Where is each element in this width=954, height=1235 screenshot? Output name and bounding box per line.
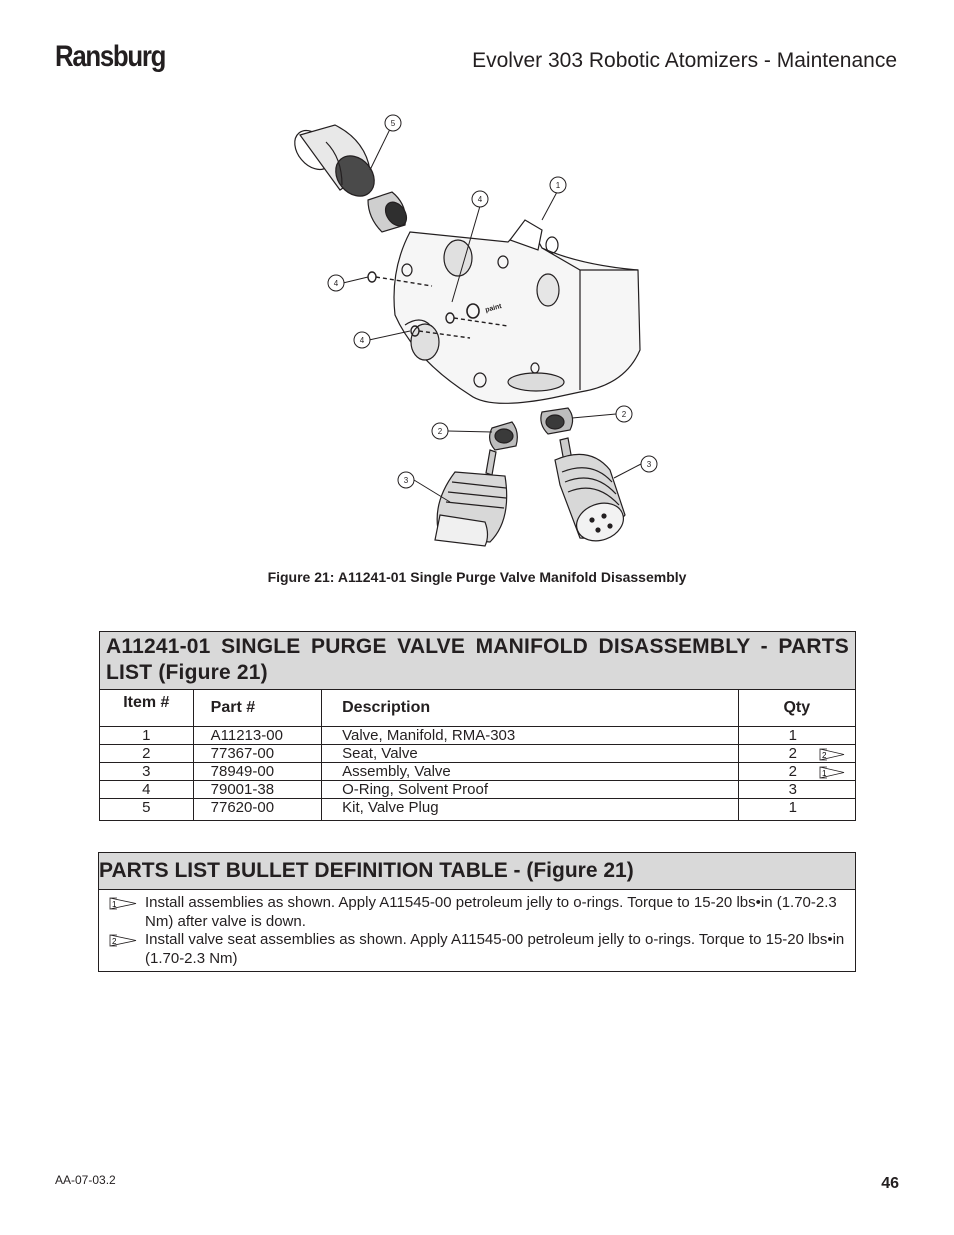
item-number: 2	[100, 745, 194, 763]
bullet-definition-table	[98, 852, 856, 972]
valve-assembly-left	[435, 450, 507, 546]
svg-text:4: 4	[477, 195, 483, 204]
svg-text:3: 3	[646, 460, 652, 469]
quantity: 3	[788, 781, 797, 798]
bullet-table-title: PARTS LIST BULLET DEFINITION TABLE - (Figure 21)	[99, 853, 856, 890]
callout-4c	[354, 332, 370, 348]
table-row	[100, 781, 856, 799]
description: O-Ring, Solvent Proof	[322, 781, 739, 799]
table-row	[100, 745, 856, 763]
svg-text:3: 3	[403, 476, 409, 485]
page-number: 46	[881, 1175, 899, 1192]
list-item	[109, 894, 847, 931]
figure-caption: Figure 21: A11241-01 Single Purge Valve Manifold Disassembly	[267, 569, 687, 585]
fitting-part	[368, 192, 411, 232]
col-header-part: Part #	[193, 690, 321, 727]
svg-text:4: 4	[359, 336, 365, 345]
bullet-flag-icon	[109, 934, 137, 947]
exploded-view-drawing	[280, 110, 670, 560]
callout-2a	[432, 423, 448, 439]
part-number: 77367-00	[193, 745, 321, 763]
svg-text:2: 2	[437, 427, 443, 436]
bullet-definition-text: Install valve seat assemblies as shown. Apply A11545-00 petroleum jelly to o-rings. Torque to 15-20 lbs•in (1.70-2.3 Nm)	[145, 931, 845, 967]
quantity: 2	[788, 745, 797, 762]
quantity: 1	[788, 727, 797, 744]
part-number: 78949-00	[193, 763, 321, 781]
bullet-definition-text: Install assemblies as shown. Apply A11545-00 petroleum jelly to o-rings. Torque to 15-20 lbs•in (1.70-2.3 Nm) after valve is down.	[145, 894, 837, 930]
valve-plug-part	[287, 124, 382, 204]
bullet-flag-icon	[819, 748, 845, 761]
callout-1	[550, 177, 566, 193]
item-number: 3	[100, 763, 194, 781]
item-number: 5	[100, 799, 194, 821]
bullet-flag-icon	[819, 766, 845, 779]
list-item	[109, 931, 847, 968]
col-header-description: Description	[322, 690, 739, 727]
callout-2b	[616, 406, 632, 422]
svg-text:2: 2	[821, 751, 827, 760]
svg-text:5: 5	[390, 119, 396, 128]
brand-logo: Ransburg	[55, 40, 166, 73]
description: Seat, Valve	[322, 745, 739, 763]
callout-4a	[472, 191, 488, 207]
svg-text:2: 2	[621, 410, 627, 419]
svg-text:2: 2	[112, 937, 117, 946]
manifold-body	[394, 220, 640, 403]
description: Kit, Valve Plug	[322, 799, 739, 821]
part-number: 79001-38	[193, 781, 321, 799]
parts-list-title: A11241-01 SINGLE PURGE VALVE MANIFOLD DISASSEMBLY - PARTS LIST (Figure 21)	[100, 632, 856, 690]
table-row	[100, 727, 856, 745]
callout-3a	[398, 472, 414, 488]
document-code: AA-07-03.2	[55, 1173, 116, 1187]
svg-text:1: 1	[555, 181, 561, 190]
item-number: 4	[100, 781, 194, 799]
description: Valve, Manifold, RMA-303	[322, 727, 739, 745]
table-row	[100, 799, 856, 821]
bullet-flag-icon	[109, 897, 137, 910]
table-row	[100, 763, 856, 781]
callout-5	[385, 115, 401, 131]
part-number: 77620-00	[193, 799, 321, 821]
item-number: 1	[100, 727, 194, 745]
paint-label: paint	[484, 303, 503, 315]
svg-text:1: 1	[112, 900, 117, 909]
svg-text:1: 1	[821, 769, 827, 778]
callout-4b	[328, 275, 344, 291]
svg-text:4: 4	[333, 279, 339, 288]
part-number: A11213-00	[193, 727, 321, 745]
valve-assembly-right	[555, 438, 629, 547]
document-title: Evolver 303 Robotic Atomizers - Maintenance	[472, 49, 897, 72]
col-header-qty: Qty	[738, 690, 855, 727]
callout-3b	[641, 456, 657, 472]
description: Assembly, Valve	[322, 763, 739, 781]
quantity: 1	[788, 799, 797, 816]
parts-list-table	[99, 631, 856, 821]
col-header-item: Item #	[100, 690, 194, 727]
quantity: 2	[788, 763, 797, 780]
